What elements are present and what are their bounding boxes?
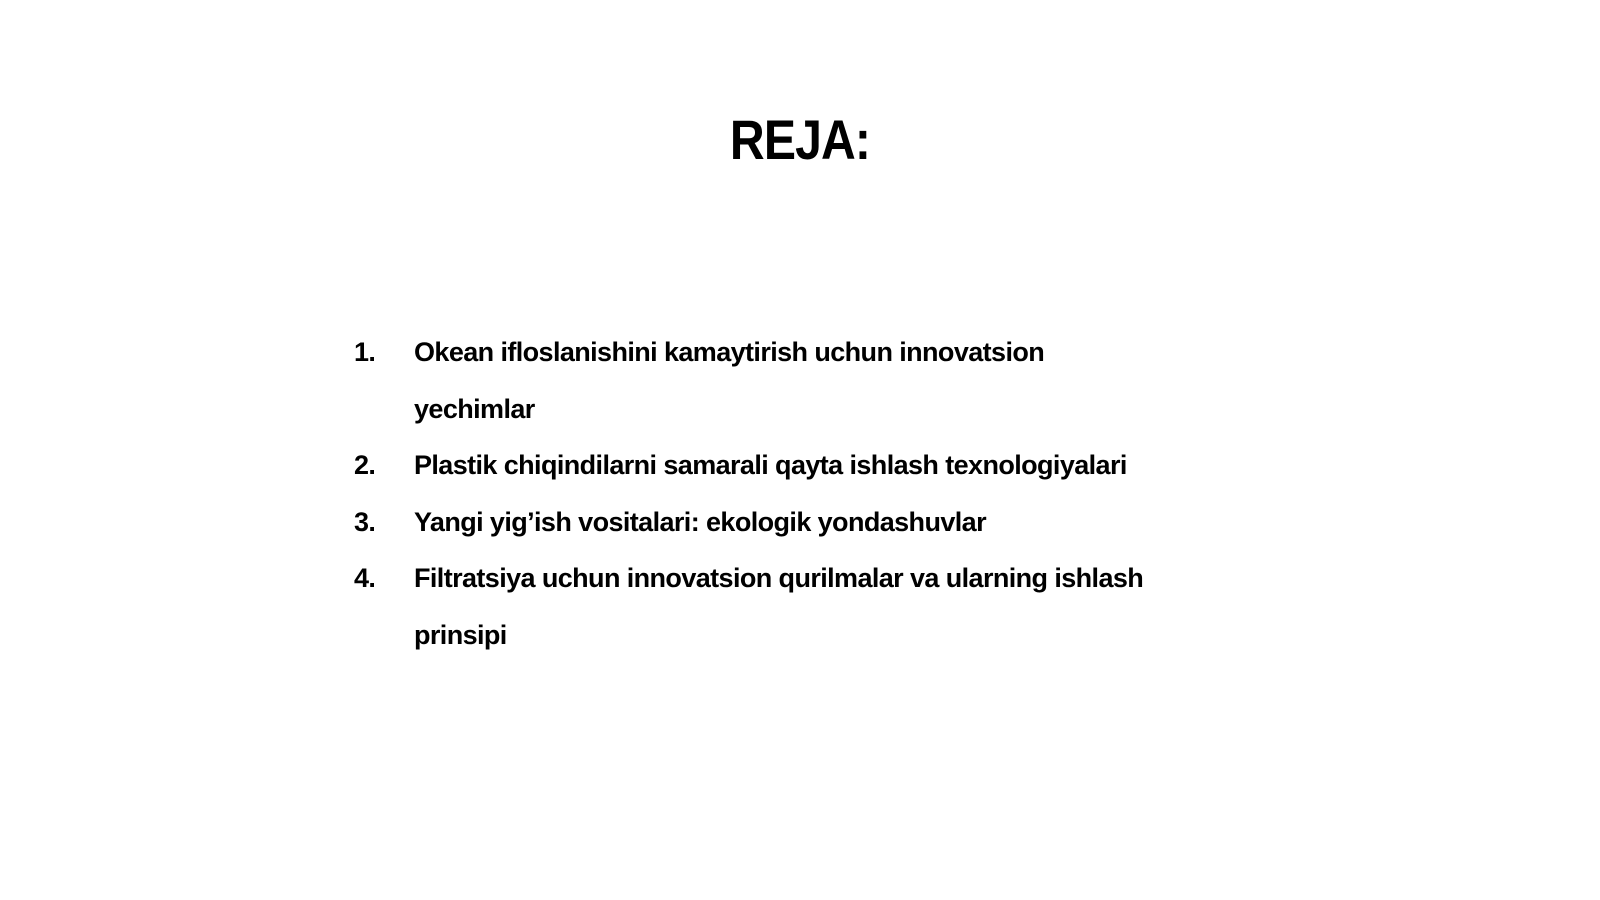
list-item <box>354 494 1154 551</box>
list-item-line: Filtratsiya uchun innovatsion qurilmalar va ularning ishlash <box>414 563 1144 593</box>
list-item-text <box>414 494 1154 551</box>
slide-title: REJA: <box>729 108 871 171</box>
list-item-text <box>414 550 1154 663</box>
list-item-line: yechimlar <box>414 393 535 424</box>
list-item-text <box>414 437 1154 494</box>
list-item-number: 4. <box>354 563 376 593</box>
list-item-line: Plastik chiqindilarni samarali qayta ishlash texnologiyalari <box>414 450 1127 480</box>
list-item <box>354 324 1154 437</box>
list-item <box>354 437 1154 494</box>
list-item <box>354 550 1154 663</box>
list-item-text <box>414 324 1154 437</box>
list-item-number: 2. <box>354 450 376 480</box>
list-item-number: 1. <box>354 337 376 367</box>
plan-list <box>354 324 1154 663</box>
list-item-line: Yangi yig’ish vositalari: ekologik yondashuvlar <box>414 506 986 537</box>
list-item-number: 3. <box>354 506 376 537</box>
list-item-line: prinsipi <box>414 619 507 650</box>
list-item-line: Okean ifloslanishini kamaytirish uchun innovatsion <box>414 337 1045 367</box>
